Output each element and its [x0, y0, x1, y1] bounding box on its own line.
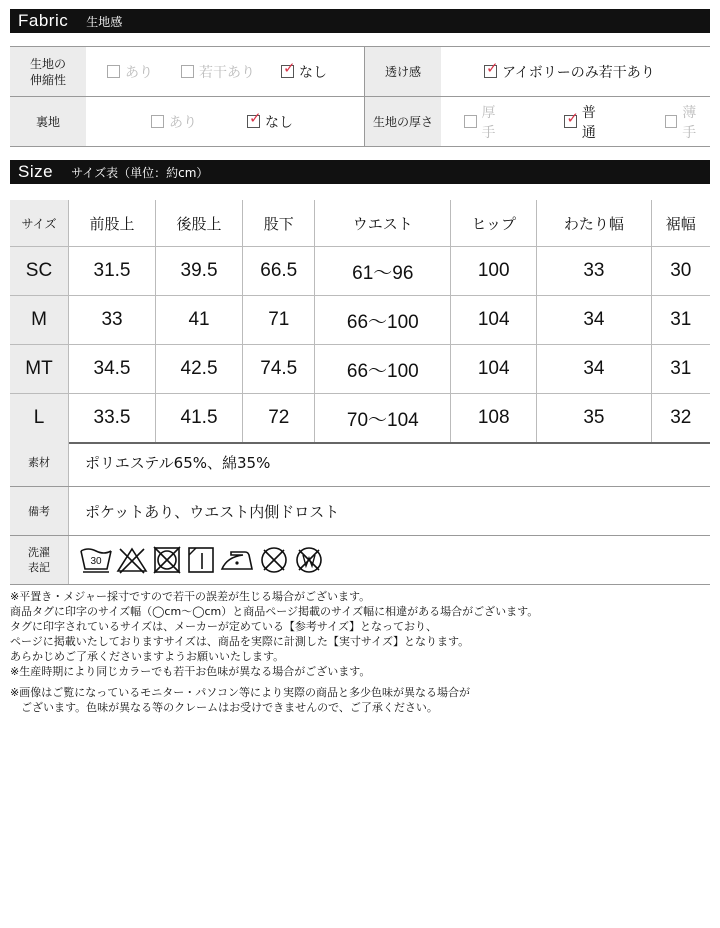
option-label: 薄手: [682, 104, 697, 141]
size-label: M: [10, 296, 69, 345]
size-subtitle: サイズ表（単位：約cm）: [71, 165, 209, 180]
notes-row: [10, 487, 710, 536]
table-cell: 66〜100: [315, 345, 451, 394]
column-header: 後股上: [156, 200, 243, 247]
option-label: 厚手: [481, 104, 496, 141]
size-header-row: [10, 200, 710, 247]
note-line: ページに掲載いたしておりますサイズは、商品を実際に計測した【実寸サイズ】となります。: [10, 635, 470, 648]
option-label: 普通: [581, 104, 596, 141]
column-header: ウエスト: [315, 200, 451, 247]
table-row: [10, 345, 710, 394]
option-stretch-slight: [181, 62, 255, 82]
size-label: MT: [10, 345, 69, 394]
checkbox-icon: [151, 115, 164, 128]
option-normal: [564, 102, 608, 142]
care-label-line2: 表記: [28, 561, 50, 574]
fabric-header: [10, 9, 710, 33]
option-label: あり: [125, 64, 153, 81]
table-cell: 31.5: [69, 247, 156, 296]
table-cell: 34: [537, 296, 651, 345]
column-header: ヒップ: [451, 200, 537, 247]
table-cell: 108: [451, 394, 537, 444]
option-lining-none: [247, 109, 293, 132]
option-sheer-ivory: [484, 59, 655, 82]
table-cell: 34.5: [69, 345, 156, 394]
checkbox-icon: [181, 65, 194, 78]
note-line: ※平置き・メジャー採寸ですので若干の誤差が生じる場合がございます。: [10, 590, 371, 603]
stretch-label: [10, 47, 86, 97]
checkbox-checked-icon: ✓: [283, 59, 296, 77]
table-cell: 39.5: [156, 247, 243, 296]
thickness-label: 生地の厚さ: [365, 97, 442, 147]
checkbox-icon: [107, 65, 120, 78]
material-label: 素材: [10, 438, 69, 487]
no-wet-clean-icon: [293, 545, 325, 575]
table-cell: 41: [156, 296, 243, 345]
column-header: サイズ: [10, 200, 69, 247]
sheer-options: [441, 47, 710, 97]
info-table: [10, 438, 710, 585]
table-cell: 33: [537, 247, 651, 296]
table-row: [10, 247, 710, 296]
no-tumble-dry-icon: [151, 545, 183, 575]
care-row: [10, 536, 710, 585]
notes-label: 備考: [10, 487, 69, 536]
table-cell: 31: [651, 345, 710, 394]
column-header: 裾幅: [651, 200, 710, 247]
table-row: [10, 296, 710, 345]
checkbox-checked-icon: ✓: [249, 109, 262, 127]
option-stretch-none: [281, 59, 327, 82]
stretch-options: [86, 47, 365, 97]
fabric-row: [10, 97, 710, 147]
size-header: [10, 160, 710, 184]
table-cell: 33.5: [69, 394, 156, 444]
wash-30-icon: [79, 545, 113, 575]
note-line: タグに印字されているサイズは、メーカーが定めている【参考サイズ】となっており、: [10, 620, 438, 633]
care-label: [10, 536, 69, 585]
stretch-label-line1: 生地の: [29, 56, 66, 71]
iron-low-icon: [219, 545, 255, 575]
column-header: わたり幅: [537, 200, 651, 247]
note-line: ございます。色味が異なる等のクレームはお受けできませんので、ご了承ください。: [10, 701, 438, 714]
no-dry-clean-icon: [258, 545, 290, 575]
note-line: あらかじめご了承くださいますようお願いいたします。: [10, 650, 285, 663]
material-value: ポリエステル65%、綿35%: [69, 438, 711, 487]
fabric-table: [10, 46, 710, 147]
option-label: 若干あり: [199, 64, 255, 81]
lining-options: [86, 97, 365, 147]
table-cell: 30: [651, 247, 710, 296]
table-row: [10, 394, 710, 444]
column-header: 股下: [243, 200, 315, 247]
no-bleach-icon: [116, 545, 148, 575]
line-dry-shade-icon: [186, 545, 216, 575]
table-cell: 104: [451, 296, 537, 345]
thickness-options: [441, 97, 710, 147]
table-cell: 66.5: [243, 247, 315, 296]
table-cell: 70〜104: [315, 394, 451, 444]
fabric-row: [10, 47, 710, 97]
care-label-line1: 洗濯: [28, 546, 50, 559]
option-thick: [464, 102, 508, 142]
checkbox-icon: [464, 115, 477, 128]
size-label: SC: [10, 247, 69, 296]
option-label: なし: [265, 114, 293, 131]
table-cell: 74.5: [243, 345, 315, 394]
table-cell: 72: [243, 394, 315, 444]
disclaimer-notes: [10, 589, 710, 715]
table-cell: 33: [69, 296, 156, 345]
option-label: アイボリーのみ若干あり: [502, 64, 655, 81]
table-cell: 41.5: [156, 394, 243, 444]
checkbox-checked-icon: ✓: [486, 59, 499, 77]
stretch-label-line2: 伸縮性: [29, 72, 66, 87]
option-stretch-yes: [107, 62, 153, 82]
table-cell: 42.5: [156, 345, 243, 394]
option-label: あり: [169, 114, 197, 131]
table-cell: 104: [451, 345, 537, 394]
table-cell: 31: [651, 296, 710, 345]
checkbox-checked-icon: ✓: [566, 109, 579, 127]
column-header: 前股上: [69, 200, 156, 247]
table-cell: 66〜100: [315, 296, 451, 345]
care-icons: [69, 536, 711, 585]
size-table: [10, 200, 710, 444]
option-lining-yes: [151, 112, 197, 132]
wash-temp: 30: [90, 556, 102, 567]
table-cell: 35: [537, 394, 651, 444]
option-thin: [665, 102, 709, 142]
table-cell: 61〜96: [315, 247, 451, 296]
table-cell: 100: [451, 247, 537, 296]
fabric-title: Fabric: [18, 11, 69, 30]
option-label: なし: [299, 64, 327, 81]
table-cell: 34: [537, 345, 651, 394]
lining-label: 裏地: [10, 97, 86, 147]
size-title: Size: [18, 162, 54, 181]
note-line: ※画像はご覧になっているモニター・パソコン等により実際の商品と多少色味が異なる場合が: [10, 686, 470, 699]
table-cell: 71: [243, 296, 315, 345]
checkbox-icon: [665, 115, 678, 128]
table-cell: 32: [651, 394, 710, 444]
size-label: L: [10, 394, 69, 444]
note-line: 商品タグに印字のサイズ幅（◯cm〜◯cm）と商品ページ掲載のサイズ幅に相違がある場合がございます。: [10, 605, 539, 618]
notes-value: ポケットあり、ウエスト内側ドロスト: [69, 487, 711, 536]
note-line: ※生産時期により同じカラーでも若干お色味が異なる場合がございます。: [10, 665, 371, 678]
sheer-label: 透け感: [365, 47, 442, 97]
fabric-subtitle: 生地感: [86, 14, 123, 29]
material-row: [10, 438, 710, 487]
